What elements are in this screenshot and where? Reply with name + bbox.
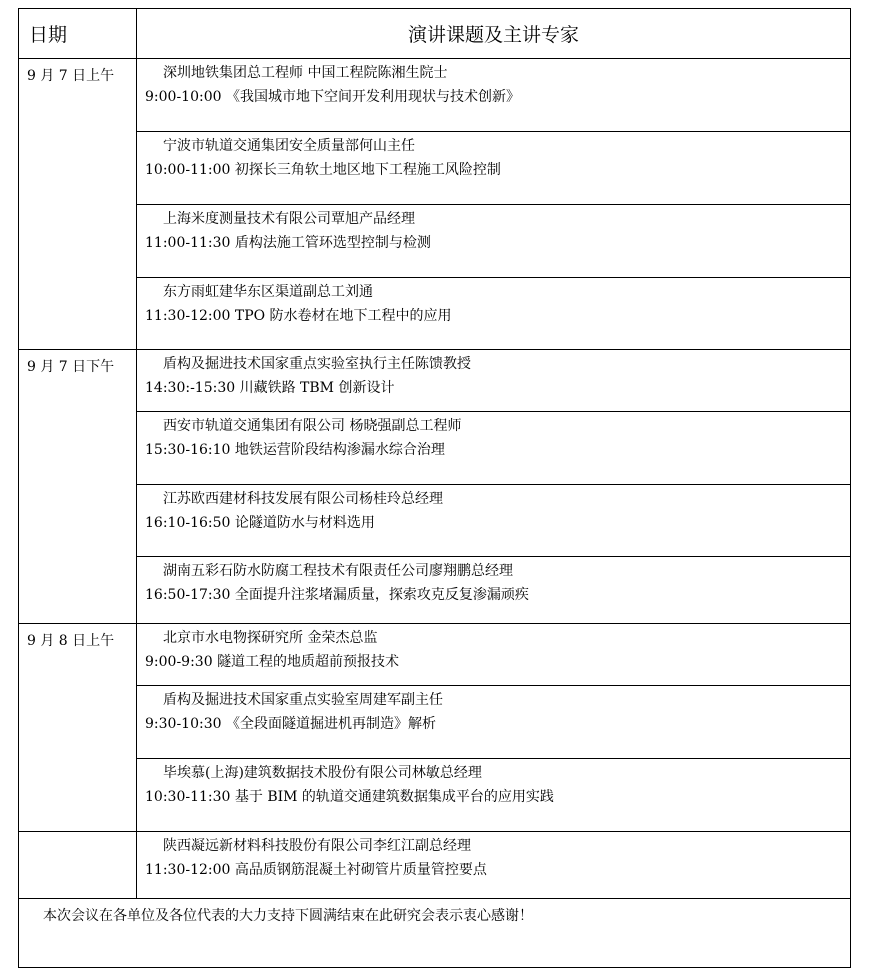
schedule-row [19,412,851,485]
talk-line [145,304,850,328]
talk-time: 10:00-11:00 [145,162,231,178]
schedule-row [19,832,851,899]
footer-row [19,899,851,968]
talk-cell [137,686,851,759]
schedule-row [19,686,851,759]
talk-time: 11:00-11:30 [145,235,231,251]
talk-title: 全面提升注浆堵漏质量，探索攻克反复渗漏顽疾 [234,587,529,603]
talk-line [145,785,850,809]
schedule-row [19,205,851,278]
talk-line [145,650,850,674]
talk-title: 盾构法施工管环选型控制与检测 [234,235,431,251]
talk-title: 《我国城市地下空间开发利用现状与技术创新》 [225,89,520,105]
talk-time: 15:30-16:10 [145,442,231,458]
speaker-line: 深圳地铁集团总工程师 中国工程院陈湘生院士 [163,65,448,81]
talk-line [145,85,850,109]
talk-title: 基于 BIM 的轨道交通建筑数据集成平台的应用实践 [234,789,554,805]
speaker-line: 陕西凝远新材料科技股份有限公司李红江副总经理 [163,838,471,854]
talk-time: 11:30-12:00 [145,308,231,324]
talk-cell [137,59,851,132]
talk-cell [137,278,851,350]
talk-cell [137,132,851,205]
talk-time: 11:30-12:00 [145,862,231,878]
schedule-row [19,485,851,557]
talk-line [145,858,850,882]
talk-cell [137,832,851,899]
speaker-line: 北京市水电物探研究所 金荣杰总监 [163,630,378,646]
schedule-row [19,624,851,686]
talk-title: 高品质钢筋混凝土衬砌管片质量管控要点 [234,862,487,878]
schedule-row [19,132,851,205]
session-date [19,832,137,899]
talk-time: 14:30:-15:30 [145,380,236,396]
talk-line [145,438,850,462]
session-date: 9 月 8 日上午 [19,624,137,832]
talk-time: 16:50-17:30 [145,587,231,603]
talk-title: TPO 防水卷材在地下工程中的应用 [234,308,452,324]
header-row [19,9,851,59]
talk-line [145,712,850,736]
talk-title: 初探长三角软土地区地下工程施工风险控制 [234,162,501,178]
schedule-row [19,59,851,132]
speaker-line: 盾构及掘进技术国家重点实验室执行主任陈馈教授 [163,356,471,372]
talk-cell [137,485,851,557]
talk-title: 论隧道防水与材料选用 [234,515,375,531]
speaker-line: 毕埃慕(上海)建筑数据技术股份有限公司林敏总经理 [163,765,482,781]
date-column-header: 日期 [19,9,137,59]
talk-line [145,376,850,400]
schedule-row [19,759,851,832]
schedule-row [19,557,851,624]
speaker-line: 江苏欧西建材科技发展有限公司杨桂玲总经理 [163,491,443,507]
schedule-row [19,278,851,350]
talk-line [145,231,850,255]
talk-time: 9:30-10:30 [145,716,222,732]
talk-title: 川藏铁路 TBM 创新设计 [239,380,395,396]
speaker-line: 东方雨虹建华东区渠道副总工刘通 [163,284,373,300]
talk-time: 16:10-16:50 [145,515,231,531]
talk-title: 《全段面隧道掘进机再制造》解析 [225,716,436,732]
talk-line [145,158,850,182]
talk-time: 9:00-10:00 [145,89,222,105]
talk-time: 9:00-9:30 [145,654,213,670]
talk-title: 隧道工程的地质超前预报技术 [217,654,400,670]
talk-line [145,583,850,607]
topic-column-header: 演讲课题及主讲专家 [137,9,851,59]
speaker-line: 西安市轨道交通集团有限公司 杨晓强副总工程师 [163,418,462,434]
speaker-line: 上海米度测量技术有限公司覃旭产品经理 [163,211,415,227]
talk-cell [137,624,851,686]
schedule-table [18,8,851,968]
session-date: 9 月 7 日上午 [19,59,137,350]
talk-title: 地铁运营阶段结构渗漏水综合治理 [234,442,445,458]
speaker-line: 宁波市轨道交通集团安全质量部何山主任 [163,138,415,154]
speaker-line: 盾构及掘进技术国家重点实验室周建军副主任 [163,692,443,708]
schedule-body [19,59,851,899]
talk-cell [137,350,851,412]
closing-note: 本次会议在各单位及各位代表的大力支持下圆满结束在此研究会表示衷心感谢！ [19,899,851,968]
talk-cell [137,759,851,832]
talk-cell [137,412,851,485]
talk-time: 10:30-11:30 [145,789,231,805]
session-date: 9 月 7 日下午 [19,350,137,624]
speaker-line: 湖南五彩石防水防腐工程技术有限责任公司廖翔鹏总经理 [163,563,513,579]
schedule-row [19,350,851,412]
talk-line [145,511,850,535]
talk-cell [137,205,851,278]
talk-cell [137,557,851,624]
